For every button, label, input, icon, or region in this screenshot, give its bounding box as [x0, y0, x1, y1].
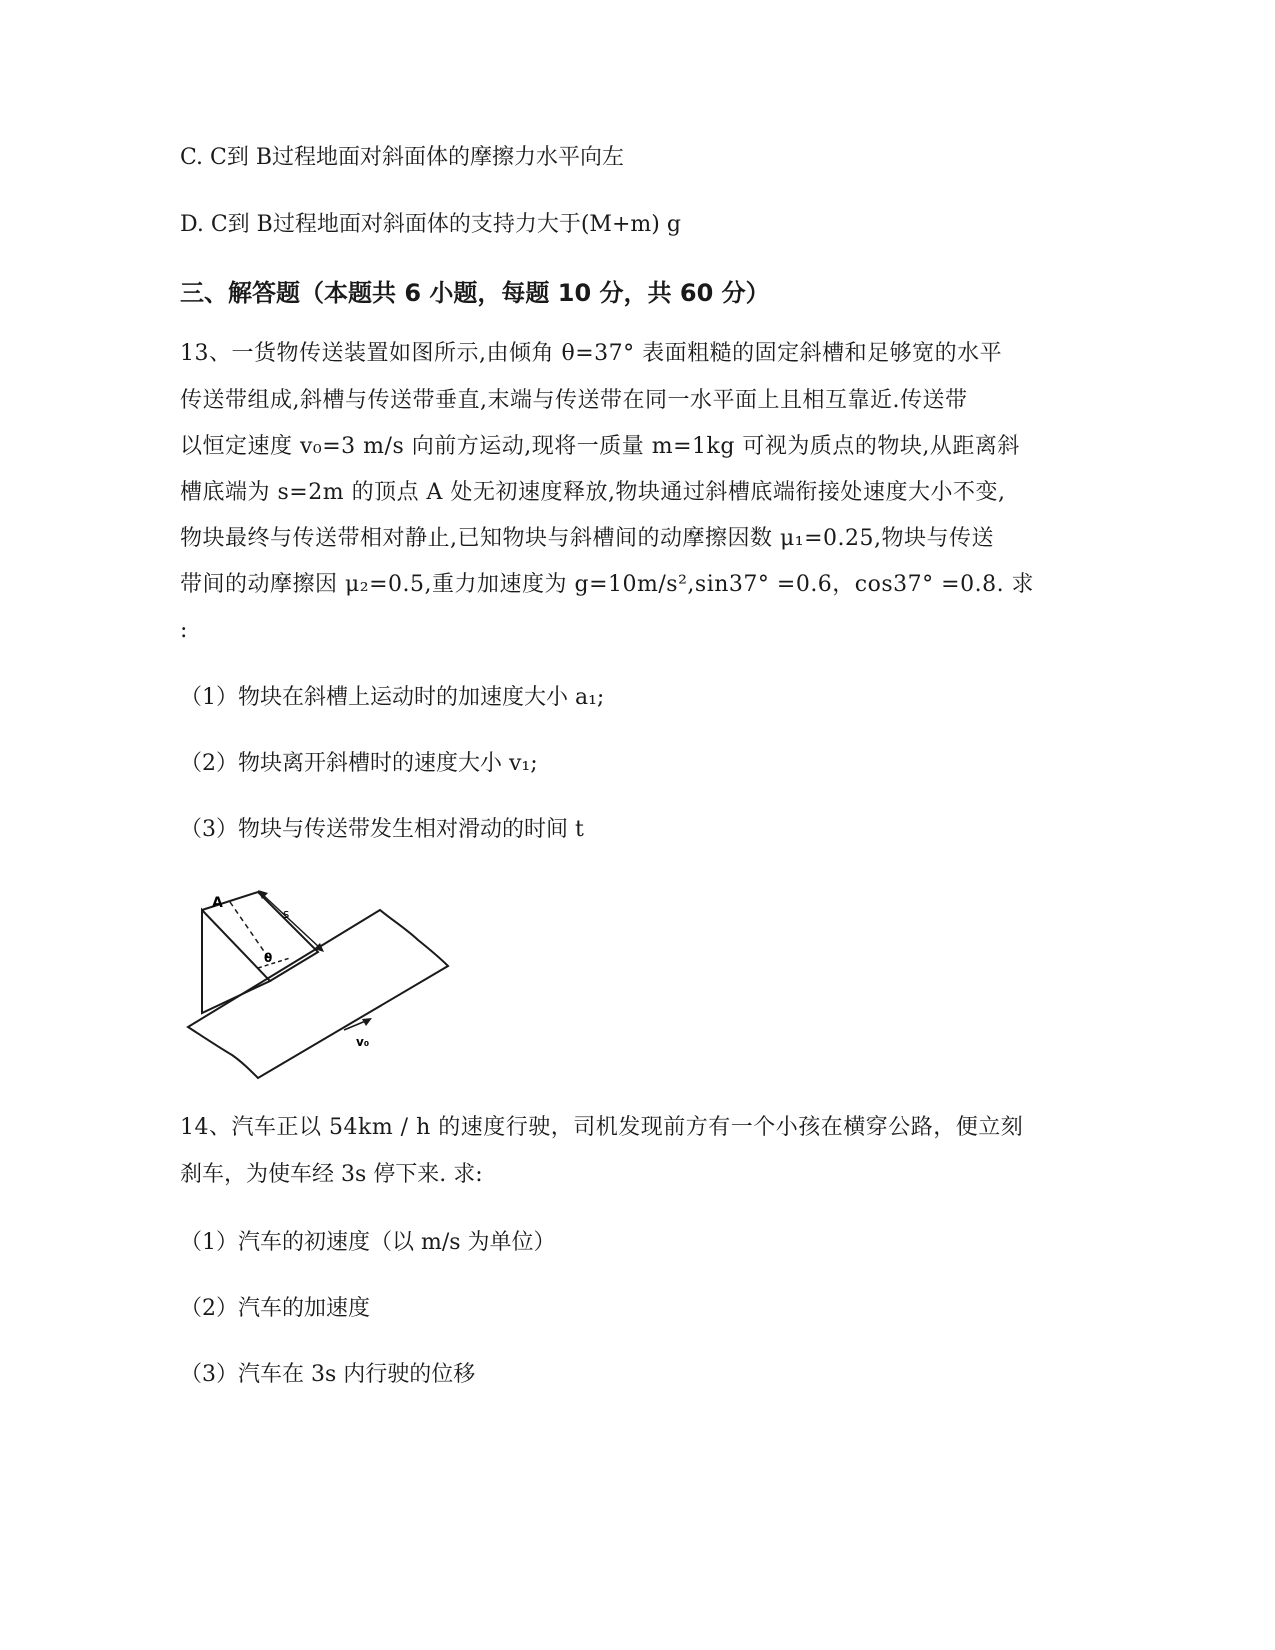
q14-sub-2: （2）汽车的加速度 — [180, 1296, 370, 1321]
figure-label-s: s — [283, 907, 290, 921]
q13-line-7: : — [180, 618, 188, 643]
figure-label-theta: θ — [264, 951, 273, 965]
option-d: D. C到 B过程地面对斜面体的支持力大于(M+m) g — [180, 212, 681, 237]
figure-label-v0: v₀ — [356, 1035, 370, 1049]
q14-sub-3: （3）汽车在 3s 内行驶的位移 — [180, 1362, 476, 1387]
q13-sub-2: （2）物块离开斜槽时的速度大小 v₁; — [180, 751, 538, 776]
incline-wedge — [202, 910, 273, 1013]
q13-line-6: 带间的动摩擦因 μ₂=0.5,重力加速度为 g=10m/s²,sin37° =0.6，cos37° =0.8. 求 — [180, 572, 1035, 597]
q13-line-4: 槽底端为 s=2m 的顶点 A 处无初速度释放,物块通过斜槽底端衔接处速度大小不变, — [180, 480, 1006, 505]
s-arrow — [262, 894, 320, 948]
q14-line-2: 刹车，为使车经 3s 停下来. 求: — [180, 1162, 483, 1187]
dashed-base — [258, 958, 290, 968]
q13-line-5: 物块最终与传送带相对静止,已知物块与斜槽间的动摩擦因数 μ₁=0.25,物块与传送 — [180, 526, 995, 551]
option-c: C. C到 B过程地面对斜面体的摩擦力水平向左 — [180, 145, 625, 170]
q13-sub-3: （3）物块与传送带发生相对滑动的时间 t — [180, 817, 584, 842]
q13-line-2: 传送带组成,斜槽与传送带垂直,末端与传送带在同一水平面上且相互靠近.传送带 — [180, 388, 968, 413]
q14-line-1: 14、汽车正以 54km / h 的速度行驶，司机发现前方有一个小孩在横穿公路，便立刻 — [180, 1115, 1024, 1140]
q14-sub-1: （1）汽车的初速度（以 m/s 为单位） — [180, 1230, 556, 1255]
q13-sub-1: （1）物块在斜槽上运动时的加速度大小 a₁; — [180, 685, 605, 710]
figure-label-a: A — [212, 895, 223, 911]
conveyor-figure — [180, 880, 470, 1085]
q13-line-3: 以恒定速度 v₀=3 m/s 向前方运动,现将一质量 m=1kg 可视为质点的物块,从距离斜 — [180, 434, 1020, 459]
q13-line-1: 13、一货物传送装置如图所示,由倾角 θ=37° 表面粗糙的固定斜槽和足够宽的水平 — [180, 341, 1003, 366]
section-heading: 三、解答题（本题共 6 小题，每题 10 分，共 60 分） — [180, 279, 770, 307]
